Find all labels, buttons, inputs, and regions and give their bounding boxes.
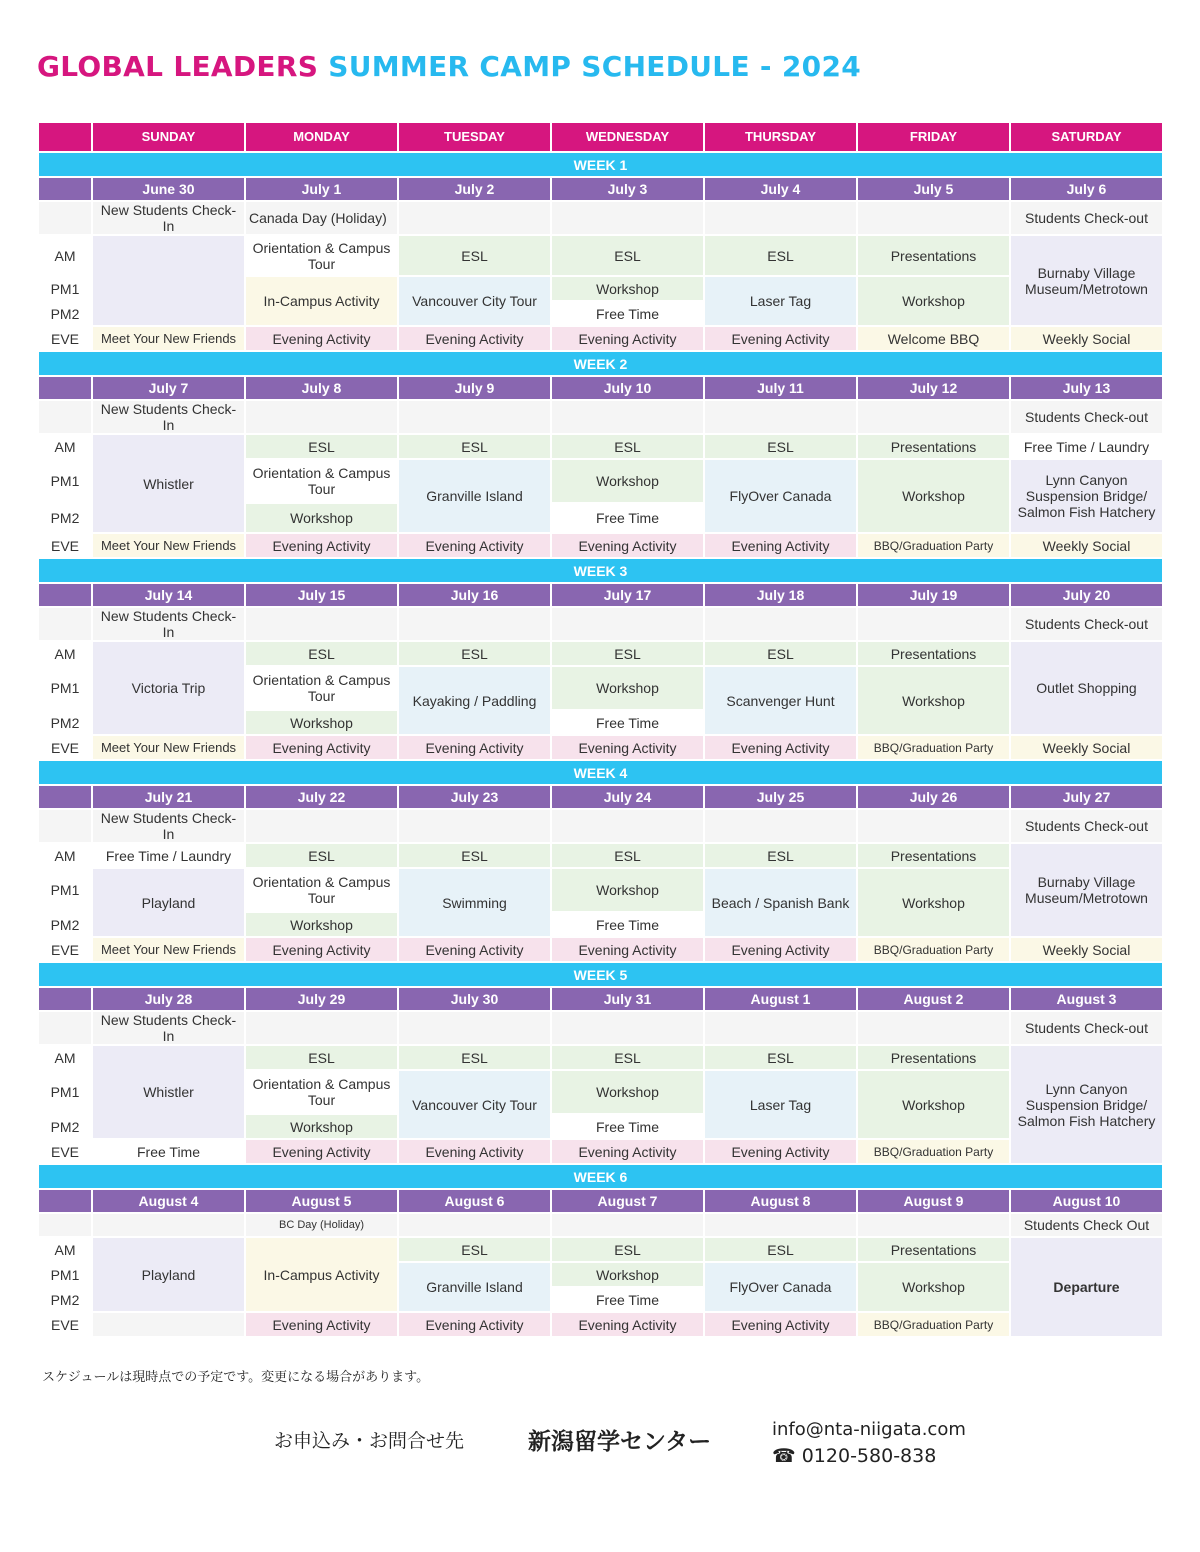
week-label: WEEK 5 — [38, 962, 1163, 987]
note-cell — [398, 1213, 551, 1237]
date-cell: July 4 — [704, 177, 857, 201]
note-cell — [551, 1011, 704, 1045]
row-label-eve: EVE — [38, 1312, 92, 1337]
day-header: SUNDAY — [92, 122, 245, 152]
note-cell — [704, 1213, 857, 1237]
note-cell — [704, 809, 857, 843]
eve-cell: Evening Activity — [551, 533, 704, 558]
date-cell: July 12 — [857, 376, 1010, 400]
note-cell: Students Check-out — [1010, 400, 1163, 434]
row-label-pm1: PM1 — [38, 276, 92, 301]
day-header: THURSDAY — [704, 122, 857, 152]
row-label-pm2: PM2 — [38, 1114, 92, 1139]
row-label-pm1: PM1 — [38, 1070, 92, 1114]
schedule-cell: ESL — [551, 641, 704, 666]
eve-cell: BBQ/Graduation Party — [857, 533, 1010, 558]
note-cell: New Students Check-In — [92, 1011, 245, 1045]
schedule-cell: FlyOver Canada — [704, 1262, 857, 1312]
eve-cell: Evening Activity — [704, 533, 857, 558]
date-cell: July 18 — [704, 583, 857, 607]
eve-cell: Evening Activity — [245, 937, 398, 962]
eve-cell: Evening Activity — [398, 326, 551, 351]
schedule-cell: Whistler — [92, 1045, 245, 1139]
schedule-cell: In-Campus Activity — [245, 1237, 398, 1312]
schedule-cell: Playland — [92, 1237, 245, 1312]
eve-cell: Meet Your New Friends — [92, 937, 245, 962]
eve-cell: Evening Activity — [398, 937, 551, 962]
note-cell — [398, 607, 551, 641]
date-cell: August 3 — [1010, 987, 1163, 1011]
note-cell — [245, 809, 398, 843]
schedule-cell: Playland — [92, 868, 245, 937]
schedule-cell: Workshop — [551, 666, 704, 710]
schedule-cell: ESL — [245, 434, 398, 459]
schedule-cell: Orientation & Campus Tour — [245, 1070, 398, 1114]
note-cell — [398, 201, 551, 235]
note-cell: Canada Day (Holiday) — [245, 201, 398, 235]
note-cell — [857, 809, 1010, 843]
week-label: WEEK 1 — [38, 152, 1163, 177]
row-label-pm1: PM1 — [38, 459, 92, 503]
date-blank — [38, 177, 92, 201]
date-cell: July 15 — [245, 583, 398, 607]
note-blank — [38, 201, 92, 235]
date-cell: July 5 — [857, 177, 1010, 201]
date-cell: July 27 — [1010, 785, 1163, 809]
date-cell: August 8 — [704, 1189, 857, 1213]
date-cell: July 3 — [551, 177, 704, 201]
eve-cell: Evening Activity — [551, 326, 704, 351]
schedule-cell: Presentations — [857, 1237, 1010, 1262]
organization-name: 新潟留学センター — [528, 1429, 712, 1455]
schedule-cell: Granville Island — [398, 459, 551, 533]
eve-cell: Evening Activity — [245, 735, 398, 760]
note-cell — [551, 1213, 704, 1237]
schedule-cell: ESL — [551, 843, 704, 868]
schedule-cell: ESL — [398, 434, 551, 459]
date-cell: August 1 — [704, 987, 857, 1011]
note-cell — [704, 201, 857, 235]
date-blank — [38, 785, 92, 809]
schedule-cell: Free Time — [551, 503, 704, 533]
row-label-am: AM — [38, 434, 92, 459]
date-blank — [38, 987, 92, 1011]
date-blank — [38, 376, 92, 400]
eve-cell: Evening Activity — [245, 1139, 398, 1164]
date-cell: August 7 — [551, 1189, 704, 1213]
schedule-footnote: スケジュールは現時点での予定です。変更になる場合があります。 — [42, 1370, 430, 1385]
date-blank — [38, 583, 92, 607]
eve-cell: Evening Activity — [551, 1139, 704, 1164]
schedule-cell: Presentations — [857, 641, 1010, 666]
schedule-cell: Workshop — [245, 503, 398, 533]
schedule-cell: ESL — [398, 641, 551, 666]
note-blank — [38, 400, 92, 434]
schedule-cell: Presentations — [857, 434, 1010, 459]
schedule-cell: ESL — [245, 843, 398, 868]
row-label-eve: EVE — [38, 533, 92, 558]
page-title — [37, 50, 861, 83]
day-header: FRIDAY — [857, 122, 1010, 152]
schedule-cell: Whistler — [92, 434, 245, 533]
schedule-cell: Free Time — [551, 710, 704, 735]
schedule-cell: Orientation & Campus Tour — [245, 868, 398, 912]
schedule-cell: Free Time / Laundry — [1010, 434, 1163, 459]
eve-cell: Weekly Social — [1010, 937, 1163, 962]
eve-cell: Meet Your New Friends — [92, 533, 245, 558]
schedule-cell: Workshop — [551, 276, 704, 301]
row-label-am: AM — [38, 1045, 92, 1070]
schedule-cell: ESL — [398, 1237, 551, 1262]
note-cell — [398, 1011, 551, 1045]
row-label-pm2: PM2 — [38, 912, 92, 937]
date-blank — [38, 1189, 92, 1213]
note-cell — [857, 201, 1010, 235]
row-label-eve: EVE — [38, 326, 92, 351]
schedule-cell: Burnaby Village Museum/Metrotown — [1010, 843, 1163, 937]
date-cell: July 30 — [398, 987, 551, 1011]
schedule-cell: ESL — [704, 434, 857, 459]
eve-cell: Evening Activity — [704, 937, 857, 962]
note-cell — [704, 1011, 857, 1045]
schedule-cell: Beach / Spanish Bank — [704, 868, 857, 937]
contact-email[interactable]: info@nta-niigata.com — [772, 1419, 966, 1440]
row-label-pm1: PM1 — [38, 868, 92, 912]
note-cell — [551, 809, 704, 843]
schedule-cell: ESL — [704, 843, 857, 868]
note-cell: Students Check Out — [1010, 1213, 1163, 1237]
date-cell: July 23 — [398, 785, 551, 809]
schedule-cell: ESL — [398, 235, 551, 276]
row-label-am: AM — [38, 1237, 92, 1262]
row-label-am: AM — [38, 843, 92, 868]
week-label: WEEK 4 — [38, 760, 1163, 785]
schedule-cell: Free Time — [551, 1287, 704, 1312]
date-cell: July 16 — [398, 583, 551, 607]
schedule-cell: Burnaby Village Museum/Metrotown — [1010, 235, 1163, 326]
schedule-cell: Outlet Shopping — [1010, 641, 1163, 735]
schedule-cell: ESL — [551, 434, 704, 459]
schedule-cell: Laser Tag — [704, 276, 857, 326]
eve-cell: BBQ/Graduation Party — [857, 735, 1010, 760]
note-cell — [92, 1213, 245, 1237]
note-cell — [704, 607, 857, 641]
schedule-cell: Free Time — [551, 1114, 704, 1139]
note-cell: BC Day (Holiday) — [245, 1213, 398, 1237]
date-cell: July 13 — [1010, 376, 1163, 400]
corner-cell — [38, 122, 92, 152]
eve-cell: Meet Your New Friends — [92, 735, 245, 760]
schedule-cell: ESL — [704, 235, 857, 276]
schedule-cell: Victoria Trip — [92, 641, 245, 735]
schedule-cell: Orientation & Campus Tour — [245, 459, 398, 503]
eve-cell: Evening Activity — [551, 937, 704, 962]
note-cell: New Students Check-In — [92, 607, 245, 641]
date-cell: July 8 — [245, 376, 398, 400]
date-cell: July 31 — [551, 987, 704, 1011]
schedule-cell: Free Time — [551, 301, 704, 326]
note-cell: Students Check-out — [1010, 1011, 1163, 1045]
date-cell: August 5 — [245, 1189, 398, 1213]
eve-cell: Weekly Social — [1010, 533, 1163, 558]
schedule-cell: ESL — [704, 1045, 857, 1070]
schedule-cell: Swimming — [398, 868, 551, 937]
schedule-cell: Vancouver City Tour — [398, 276, 551, 326]
day-header-row — [38, 122, 1163, 152]
schedule-cell: In-Campus Activity — [245, 276, 398, 326]
eve-cell: BBQ/Graduation Party — [857, 1139, 1010, 1164]
note-cell — [857, 1213, 1010, 1237]
note-cell: New Students Check-In — [92, 400, 245, 434]
date-cell: July 21 — [92, 785, 245, 809]
week-label: WEEK 6 — [38, 1164, 1163, 1189]
date-cell: July 22 — [245, 785, 398, 809]
row-label-eve: EVE — [38, 937, 92, 962]
day-header: WEDNESDAY — [551, 122, 704, 152]
date-cell: July 7 — [92, 376, 245, 400]
eve-cell: Evening Activity — [704, 735, 857, 760]
date-cell: July 10 — [551, 376, 704, 400]
note-cell: New Students Check-In — [92, 201, 245, 235]
schedule-cell: Presentations — [857, 1045, 1010, 1070]
row-label-pm1: PM1 — [38, 666, 92, 710]
contact-phone[interactable] — [772, 1445, 936, 1467]
schedule-cell: Workshop — [245, 710, 398, 735]
note-cell — [245, 607, 398, 641]
date-cell: August 4 — [92, 1189, 245, 1213]
schedule-cell: Lynn Canyon Suspension Bridge/ Salmon Fish Hatchery — [1010, 459, 1163, 533]
date-cell: August 2 — [857, 987, 1010, 1011]
eve-cell: BBQ/Graduation Party — [857, 937, 1010, 962]
date-cell: August 6 — [398, 1189, 551, 1213]
schedule-table — [37, 121, 1164, 1338]
note-cell — [551, 201, 704, 235]
date-cell: July 11 — [704, 376, 857, 400]
schedule-cell: Presentations — [857, 843, 1010, 868]
date-cell: July 19 — [857, 583, 1010, 607]
row-label-pm2: PM2 — [38, 1287, 92, 1312]
week-label: WEEK 3 — [38, 558, 1163, 583]
phone-number: 0120-580-838 — [801, 1445, 937, 1467]
schedule-cell: Workshop — [857, 1070, 1010, 1139]
date-cell: July 24 — [551, 785, 704, 809]
eve-cell: Meet Your New Friends — [92, 326, 245, 351]
eve-cell: Evening Activity — [704, 1312, 857, 1337]
date-cell: July 29 — [245, 987, 398, 1011]
note-cell: Students Check-out — [1010, 201, 1163, 235]
contact-label: お申込み・お問合せ先 — [274, 1430, 465, 1452]
note-blank — [38, 809, 92, 843]
note-cell — [551, 400, 704, 434]
schedule-cell: Workshop — [245, 912, 398, 937]
schedule-cell: Free Time — [551, 912, 704, 937]
schedule-cell: ESL — [398, 843, 551, 868]
row-label-am: AM — [38, 641, 92, 666]
schedule-cell: Presentations — [857, 235, 1010, 276]
schedule-cell: Workshop — [857, 459, 1010, 533]
schedule-cell: Workshop — [551, 459, 704, 503]
week-label: WEEK 2 — [38, 351, 1163, 376]
schedule-cell: Kayaking / Paddling — [398, 666, 551, 735]
note-cell — [245, 400, 398, 434]
schedule-cell: Free Time / Laundry — [92, 843, 245, 868]
schedule-cell: Departure — [1010, 1237, 1163, 1337]
schedule-cell: ESL — [245, 641, 398, 666]
schedule-cell: ESL — [704, 1237, 857, 1262]
date-cell: July 20 — [1010, 583, 1163, 607]
note-cell — [245, 1011, 398, 1045]
schedule-cell: Workshop — [245, 1114, 398, 1139]
schedule-cell: Workshop — [551, 1070, 704, 1114]
note-cell — [857, 1011, 1010, 1045]
date-cell: July 6 — [1010, 177, 1163, 201]
eve-cell: Welcome BBQ — [857, 326, 1010, 351]
note-cell — [551, 607, 704, 641]
date-cell: July 14 — [92, 583, 245, 607]
row-label-pm2: PM2 — [38, 503, 92, 533]
eve-cell: Evening Activity — [551, 1312, 704, 1337]
schedule-cell: Vancouver City Tour — [398, 1070, 551, 1139]
eve-cell: Evening Activity — [704, 326, 857, 351]
row-label-eve: EVE — [38, 735, 92, 760]
note-cell — [398, 809, 551, 843]
schedule-cell: FlyOver Canada — [704, 459, 857, 533]
note-cell: Students Check-out — [1010, 809, 1163, 843]
eve-cell: Weekly Social — [1010, 326, 1163, 351]
row-label-pm2: PM2 — [38, 301, 92, 326]
schedule-cell: Orientation & Campus Tour — [245, 666, 398, 710]
eve-cell: Evening Activity — [245, 326, 398, 351]
date-cell: July 1 — [245, 177, 398, 201]
title-part-1: GLOBAL LEADERS — [37, 50, 319, 83]
eve-cell: Evening Activity — [398, 533, 551, 558]
eve-cell: Free Time — [92, 1139, 245, 1164]
schedule-cell: Orientation & Campus Tour — [245, 235, 398, 276]
row-label-pm2: PM2 — [38, 710, 92, 735]
row-label-pm1: PM1 — [38, 1262, 92, 1287]
eve-cell: Evening Activity — [245, 1312, 398, 1337]
schedule-cell: Workshop — [857, 868, 1010, 937]
note-cell: Students Check-out — [1010, 607, 1163, 641]
eve-cell: Evening Activity — [245, 533, 398, 558]
phone-icon: ☎ — [772, 1445, 796, 1467]
eve-cell: Weekly Social — [1010, 735, 1163, 760]
eve-cell: Evening Activity — [398, 1139, 551, 1164]
schedule-cell: ESL — [245, 1045, 398, 1070]
row-label-eve: EVE — [38, 1139, 92, 1164]
schedule-cell: ESL — [551, 1045, 704, 1070]
eve-cell: Evening Activity — [551, 735, 704, 760]
note-cell — [704, 400, 857, 434]
date-cell: June 30 — [92, 177, 245, 201]
row-label-am: AM — [38, 235, 92, 276]
schedule-cell: Scanvenger Hunt — [704, 666, 857, 735]
date-cell: July 2 — [398, 177, 551, 201]
schedule-cell: Lynn Canyon Suspension Bridge/ Salmon Fish Hatchery — [1010, 1045, 1163, 1164]
date-cell: August 10 — [1010, 1189, 1163, 1213]
schedule-cell: Workshop — [551, 1262, 704, 1287]
schedule-cell: ESL — [551, 235, 704, 276]
eve-cell: Evening Activity — [704, 1139, 857, 1164]
day-header: MONDAY — [245, 122, 398, 152]
note-blank — [38, 607, 92, 641]
note-blank — [38, 1213, 92, 1237]
eve-cell: BBQ/Graduation Party — [857, 1312, 1010, 1337]
schedule-cell: Workshop — [857, 666, 1010, 735]
eve-cell: Evening Activity — [398, 1312, 551, 1337]
title-part-2: SUMMER CAMP SCHEDULE - 2024 — [328, 50, 862, 83]
date-cell: July 25 — [704, 785, 857, 809]
date-cell: August 9 — [857, 1189, 1010, 1213]
schedule-cell: Laser Tag — [704, 1070, 857, 1139]
note-cell — [398, 400, 551, 434]
schedule-cell: Workshop — [857, 276, 1010, 326]
note-cell: New Students Check-In — [92, 809, 245, 843]
note-cell — [857, 607, 1010, 641]
eve-cell: Evening Activity — [398, 735, 551, 760]
date-cell: July 9 — [398, 376, 551, 400]
schedule-cell — [92, 235, 245, 326]
schedule-cell: ESL — [704, 641, 857, 666]
schedule-cell: Granville Island — [398, 1262, 551, 1312]
note-blank — [38, 1011, 92, 1045]
schedule-cell: ESL — [398, 1045, 551, 1070]
schedule-cell: Workshop — [551, 868, 704, 912]
schedule-cell: Workshop — [857, 1262, 1010, 1312]
date-cell: July 17 — [551, 583, 704, 607]
date-cell: July 28 — [92, 987, 245, 1011]
schedule-cell: ESL — [551, 1237, 704, 1262]
date-cell: July 26 — [857, 785, 1010, 809]
eve-cell — [92, 1312, 245, 1337]
note-cell — [857, 400, 1010, 434]
day-header: TUESDAY — [398, 122, 551, 152]
day-header: SATURDAY — [1010, 122, 1163, 152]
